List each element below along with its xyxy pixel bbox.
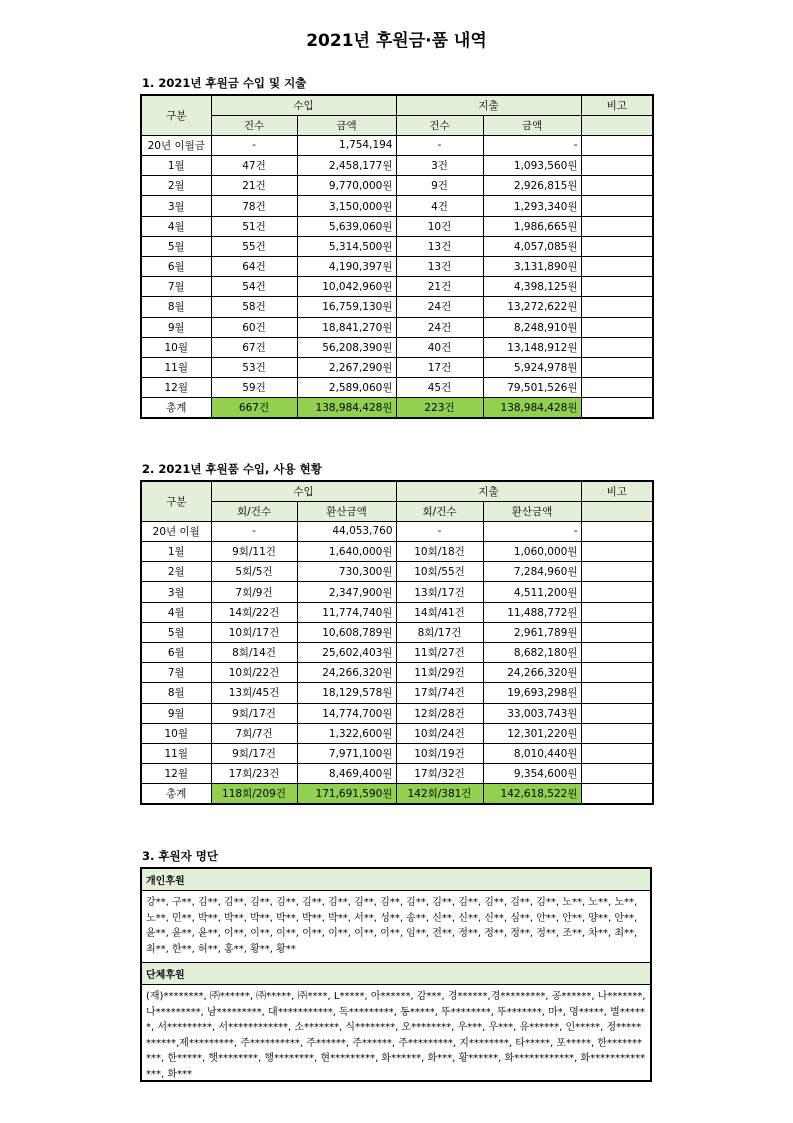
section2-heading: 2. 2021년 후원품 수입, 사용 현황 [142,462,322,476]
income-amount: 44,053,760 [297,521,396,541]
donation-money-table [140,94,654,419]
expense-count: 13건 [396,257,483,277]
note-cell [581,764,653,784]
row-label: 5월 [141,622,211,642]
expense-amount: 4,511,200원 [483,582,581,602]
row-label: 12월 [141,764,211,784]
row-label: 8월 [141,683,211,703]
header-income: 수입 [211,481,396,501]
income-amount: 730,300원 [297,562,396,582]
header-row [141,95,653,115]
income-amount: 8,469,400원 [297,764,396,784]
row-label: 7월 [141,277,211,297]
note-cell [581,317,653,337]
row-label: 12월 [141,378,211,398]
table-row [141,135,653,155]
income-count: 13회/45건 [211,683,297,703]
note-cell [581,542,653,562]
expense-count: 45건 [396,378,483,398]
expense-amount: 19,693,298원 [483,683,581,703]
row-label: 6월 [141,643,211,663]
row-label: 3월 [141,196,211,216]
expense-amount: 2,926,815원 [483,176,581,196]
table-row [141,277,653,297]
row-label: 6월 [141,257,211,277]
income-count: 58건 [211,297,297,317]
income-amount: 9,770,000원 [297,176,396,196]
table-row [141,542,653,562]
expense-count: 14회/41건 [396,602,483,622]
income-amount: 10,042,960원 [297,277,396,297]
table-row [141,216,653,236]
income-count: 5회/5건 [211,562,297,582]
income-count: 14회/22건 [211,602,297,622]
row-label: 9월 [141,317,211,337]
row-label: 2월 [141,176,211,196]
income-amount: 2,589,060원 [297,378,396,398]
table-row [141,156,653,176]
header-income-count: 건수 [211,115,297,135]
expense-count: 24건 [396,317,483,337]
page-title: 2021년 후원금·품 내역 [306,31,487,51]
income-count: 17회/23건 [211,764,297,784]
table-row [141,764,653,784]
income-count: 60건 [211,317,297,337]
expense-amount: 1,093,560원 [483,156,581,176]
header-income-amount: 환산금액 [297,501,396,521]
income-amount: 1,754,194 [297,135,396,155]
note-cell [581,562,653,582]
expense-amount: 11,488,772원 [483,602,581,622]
income-amount: 1,640,000원 [297,542,396,562]
total-expense-amount: 142,618,522원 [483,784,581,804]
table-row [141,743,653,763]
note-cell [581,176,653,196]
expense-count: 9건 [396,176,483,196]
header-note-blank [581,501,653,521]
expense-count: 11회/27건 [396,643,483,663]
expense-amount: 1,060,000원 [483,542,581,562]
note-cell [581,277,653,297]
note-cell [581,622,653,642]
income-count: 53건 [211,357,297,377]
note-cell [581,378,653,398]
income-amount: 2,458,177원 [297,156,396,176]
header-expense-amount: 환산금액 [483,501,581,521]
total-income-amount: 138,984,428원 [297,398,396,418]
expense-count: 4건 [396,196,483,216]
expense-amount: 7,284,960원 [483,562,581,582]
table-row [141,297,653,317]
note-cell [581,216,653,236]
income-amount: 5,314,500원 [297,236,396,256]
group-donor-label: 단체후원 [142,963,650,985]
header-expense-amount: 금액 [483,115,581,135]
total-income-amount: 171,691,590원 [297,784,396,804]
header-income-count: 회/건수 [211,501,297,521]
expense-count: 10회/24건 [396,723,483,743]
note-cell [581,297,653,317]
income-count: 51건 [211,216,297,236]
row-label: 1월 [141,542,211,562]
note-cell [581,703,653,723]
row-label: 1월 [141,156,211,176]
expense-amount: 33,003,743원 [483,703,581,723]
row-label: 10월 [141,723,211,743]
note-cell [581,663,653,683]
donor-list [140,867,652,1082]
expense-amount: 5,924,978원 [483,357,581,377]
income-amount: 3,150,000원 [297,196,396,216]
expense-amount: 9,354,600원 [483,764,581,784]
income-count: - [211,135,297,155]
income-count: 54건 [211,277,297,297]
expense-amount: 8,010,440원 [483,743,581,763]
group-donor-names: (재)********, ㈜******, ㈜*****, ㈜****, L*****, 아******, 감***, 경******,경*********, 공******, 나*******, 나*********, 남*********, 대***********, 독*********, 동*****, 뚜********, 뚜*******, 마*, 명*****, 별******, 서*********, 서************, 소*******, 식********, 오********, 우***, 우***, 유******, 인*****, 정***********,제*********, 주**********, 주******, 주******, 주*********, 지********, 타*****, 포*****, 한**********, 한*****, 햇********, 행********, 현*********, 화******, 화***, 황******, 화************, 화**************, 화*** [146,991,646,1080]
table-row [141,521,653,541]
table-row [141,317,653,337]
income-count: 67건 [211,337,297,357]
row-label: 11월 [141,357,211,377]
income-count: 8회/14건 [211,643,297,663]
expense-amount: 24,266,320원 [483,663,581,683]
expense-count: 10건 [396,216,483,236]
note-cell [581,357,653,377]
subheader-row [141,115,653,135]
total-row [141,784,653,804]
total-row [141,398,653,418]
table-row [141,378,653,398]
expense-amount: - [483,521,581,541]
total-income-count: 667건 [211,398,297,418]
header-expense: 지출 [396,95,581,115]
table-row [141,236,653,256]
expense-amount: 3,131,890원 [483,257,581,277]
expense-count: 17건 [396,357,483,377]
individual-donor-names: 강**, 구**, 김**, 김**, 김**, 김**, 김**, 김**, 김**, 김**, 김**, 김**, 김**, 김**, 김**, 김**, 노**, 노**, 노**, 노**, 민**, 박**, 박**, 박**, 박**, 박**, 박**, 서**, 성**, 송**, 신**, 신**, 신**, 심**, 안**, 안**, 양**, 안**, 윤**, 윤**, 윤**, 이**, 이**, 이**, 이**, 이**, 이**, 이**, 임**, 전**, 정**, 정**, 정**, 정**, 조**, 차**, 최**, 최**, 한**, 허**, 홍**, 황**, 황** [142,891,650,963]
total-expense-count: 223건 [396,398,483,418]
note-cell [581,521,653,541]
expense-count: 13회/17건 [396,582,483,602]
note-cell [581,723,653,743]
note-cell [581,257,653,277]
row-label: 9월 [141,703,211,723]
income-amount: 7,971,100원 [297,743,396,763]
expense-amount: - [483,135,581,155]
expense-count: 12회/28건 [396,703,483,723]
row-label: 4월 [141,602,211,622]
income-count: 10회/22건 [211,663,297,683]
header-expense-count: 회/건수 [396,501,483,521]
table-row [141,176,653,196]
table-row [141,337,653,357]
row-label: 10월 [141,337,211,357]
header-expense-count: 건수 [396,115,483,135]
table-row [141,602,653,622]
income-amount: 10,608,789원 [297,622,396,642]
individual-donor-label: 개인후원 [142,869,650,891]
expense-amount: 13,272,622원 [483,297,581,317]
expense-amount: 1,293,340원 [483,196,581,216]
row-label: 20년 이월금 [141,135,211,155]
note-cell [581,196,653,216]
expense-count: 24건 [396,297,483,317]
note-cell [581,743,653,763]
note-cell [581,236,653,256]
expense-amount: 4,398,125원 [483,277,581,297]
income-amount: 16,759,130원 [297,297,396,317]
expense-count: - [396,135,483,155]
income-count: 7회/9건 [211,582,297,602]
table-row [141,582,653,602]
expense-count: 10회/55건 [396,562,483,582]
subheader-row [141,501,653,521]
expense-amount: 12,301,220원 [483,723,581,743]
table-row [141,562,653,582]
expense-count: 13건 [396,236,483,256]
header-note: 비고 [581,481,653,501]
header-note-blank [581,115,653,135]
row-label: 4월 [141,216,211,236]
expense-amount: 1,986,665원 [483,216,581,236]
header-expense: 지출 [396,481,581,501]
note-cell [581,643,653,663]
table-row [141,683,653,703]
header-row [141,481,653,501]
expense-count: 10회/19건 [396,743,483,763]
income-amount: 56,208,390원 [297,337,396,357]
income-amount: 5,639,060원 [297,216,396,236]
expense-count: 17회/74건 [396,683,483,703]
header-income: 수입 [211,95,396,115]
income-amount: 2,347,900원 [297,582,396,602]
table-row [141,257,653,277]
income-count: 64건 [211,257,297,277]
income-count: - [211,521,297,541]
header-gubun: 구분 [141,481,211,521]
expense-amount: 2,961,789원 [483,622,581,642]
income-count: 21건 [211,176,297,196]
note-cell [581,683,653,703]
income-amount: 18,841,270원 [297,317,396,337]
income-count: 9회/11건 [211,542,297,562]
section3-heading: 3. 후원자 명단 [142,849,218,863]
expense-count: 8회/17건 [396,622,483,642]
row-label: 11월 [141,743,211,763]
expense-count: 10회/18건 [396,542,483,562]
table-row [141,643,653,663]
section1-heading: 1. 2021년 후원금 수입 및 지출 [142,76,307,90]
total-label: 총계 [141,398,211,418]
table-row [141,622,653,642]
row-label: 20년 이월 [141,521,211,541]
expense-count: - [396,521,483,541]
note-cell [581,337,653,357]
total-income-count: 118회/209건 [211,784,297,804]
income-count: 55건 [211,236,297,256]
header-income-amount: 금액 [297,115,396,135]
expense-count: 21건 [396,277,483,297]
note-cell [581,602,653,622]
income-count: 78건 [211,196,297,216]
expense-count: 17회/32건 [396,764,483,784]
income-count: 7회/7건 [211,723,297,743]
expense-count: 3건 [396,156,483,176]
income-amount: 11,774,740원 [297,602,396,622]
header-note: 비고 [581,95,653,115]
total-label: 총계 [141,784,211,804]
expense-amount: 4,057,085원 [483,236,581,256]
table-row [141,196,653,216]
income-amount: 24,266,320원 [297,663,396,683]
income-count: 9회/17건 [211,743,297,763]
expense-amount: 13,148,912원 [483,337,581,357]
note-cell [581,156,653,176]
income-amount: 1,322,600원 [297,723,396,743]
row-label: 2월 [141,562,211,582]
note-cell [581,582,653,602]
total-expense-count: 142회/381건 [396,784,483,804]
income-count: 59건 [211,378,297,398]
donation-goods-table [140,480,654,805]
expense-count: 11회/29건 [396,663,483,683]
expense-amount: 79,501,526원 [483,378,581,398]
income-amount: 2,267,290원 [297,357,396,377]
row-label: 5월 [141,236,211,256]
income-count: 10회/17건 [211,622,297,642]
row-label: 8월 [141,297,211,317]
table-row [141,663,653,683]
header-gubun: 구분 [141,95,211,135]
note-cell [581,135,653,155]
table-row [141,357,653,377]
income-amount: 4,190,397원 [297,257,396,277]
row-label: 7월 [141,663,211,683]
expense-amount: 8,682,180원 [483,643,581,663]
table-row [141,703,653,723]
total-expense-amount: 138,984,428원 [483,398,581,418]
income-count: 47건 [211,156,297,176]
total-note [581,398,653,418]
income-amount: 25,602,403원 [297,643,396,663]
income-amount: 14,774,700원 [297,703,396,723]
income-amount: 18,129,578원 [297,683,396,703]
row-label: 3월 [141,582,211,602]
expense-amount: 8,248,910원 [483,317,581,337]
income-count: 9회/17건 [211,703,297,723]
total-note [581,784,653,804]
expense-count: 40건 [396,337,483,357]
table-row [141,723,653,743]
